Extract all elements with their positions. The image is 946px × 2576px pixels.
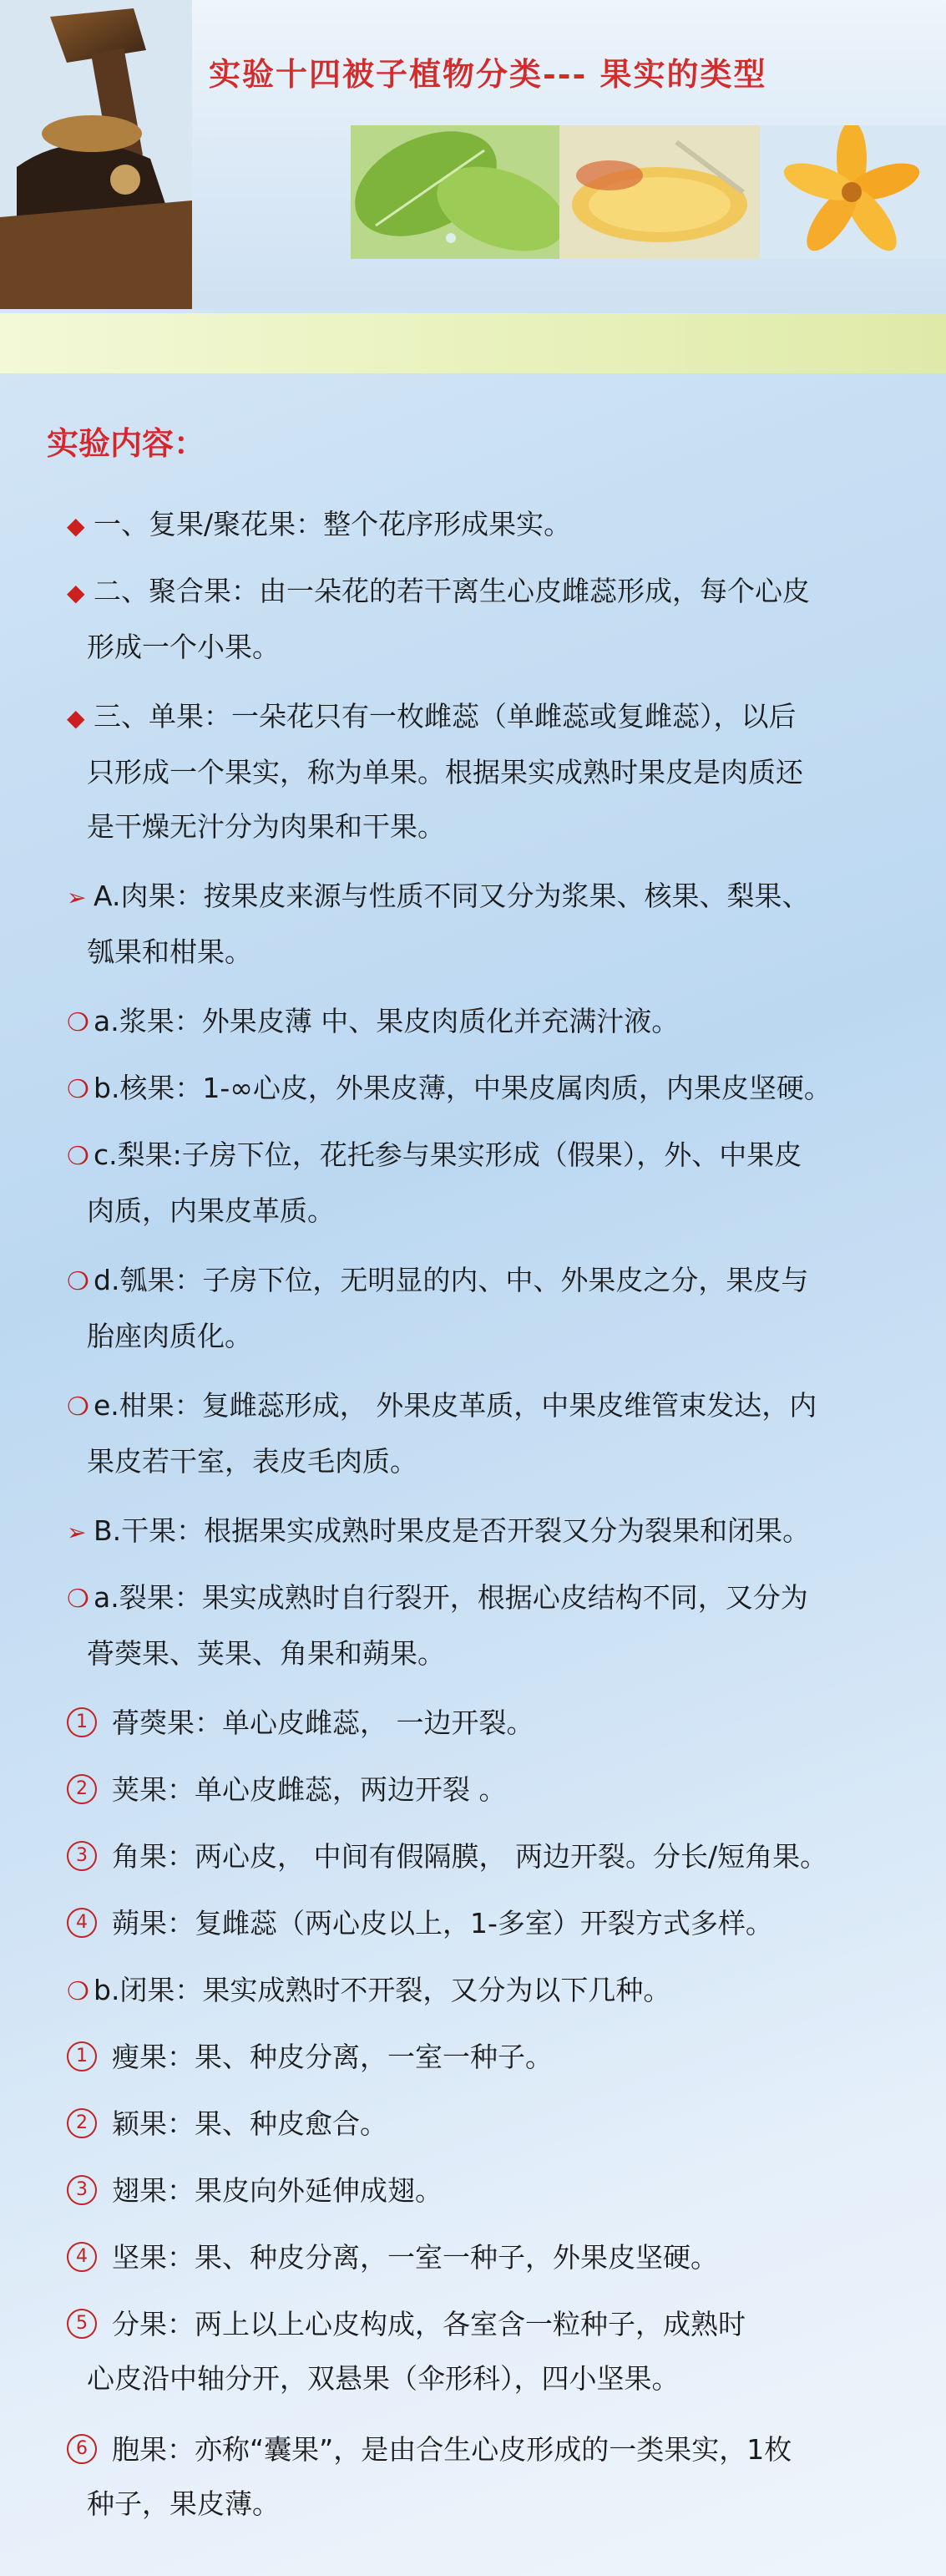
list-item-continued-line — [67, 1434, 817, 1488]
list-item — [67, 869, 809, 979]
list-item-text: 形成一个小果。 — [87, 631, 280, 663]
list-item — [67, 1128, 802, 1238]
circled-number-icon: 4 — [67, 2242, 97, 2272]
list-item — [67, 994, 679, 1050]
list-item — [67, 1061, 832, 1117]
list-item-text: 蓇葖果、荚果、角果和蒴果。 — [87, 1637, 445, 1670]
list-item — [67, 1829, 827, 1884]
list-item-first-line — [67, 2230, 718, 2284]
list-item-first-line — [67, 1128, 802, 1184]
list-item-first-line — [67, 564, 810, 620]
list-item-continued-line — [67, 2477, 792, 2531]
list-item-continued-line — [67, 1184, 802, 1238]
list-item-first-line — [67, 1829, 827, 1884]
circled-number-icon: 2 — [67, 2108, 97, 2138]
list-item-text: 荚果：单心皮雌蕊，两边开裂 。 — [112, 1773, 507, 1806]
list-item-first-line — [67, 2097, 387, 2151]
list-item-text: 三、单果：一朵花只有一枚雌蕊（单雌蕊或复雌蕊），以后 — [94, 700, 797, 733]
petri-dish-image — [559, 125, 760, 259]
list-item-text: e.柑果：复雌蕊形成， 外果皮革质，中果皮维管束发达，内 — [94, 1389, 817, 1422]
circled-number-icon: 4 — [67, 1908, 97, 1938]
list-item-text: 翅果：果皮向外延伸成翅。 — [112, 2174, 443, 2207]
leaf-image — [351, 125, 559, 259]
list-item-text: 二、聚合果：由一朵花的若干离生心皮雌蕊形成，每个心皮 — [94, 575, 810, 607]
list-item — [67, 1696, 534, 1750]
list-item-text: 蒴果：复雌蕊（两心皮以上，1-多室）开裂方式多样。 — [112, 1907, 773, 1940]
list-item — [67, 2297, 746, 2406]
list-item-continued-line — [67, 1309, 808, 1363]
list-item — [67, 1570, 808, 1681]
list-item-text: 分果：两上以上心皮构成，各室含一粒种子，成熟时 — [112, 2308, 746, 2340]
list-item-continued-line — [67, 745, 803, 799]
list-item-first-line — [67, 497, 571, 553]
list-item-first-line — [67, 994, 679, 1050]
list-item-first-line — [67, 689, 803, 745]
microscope-image — [0, 0, 192, 309]
list-item-text: 蓇葖果：单心皮雌蕊， 一边开裂。 — [112, 1706, 534, 1739]
list-item-text: 胞果：亦称“囊果”，是由合生心皮形成的一类果实，1枚 — [112, 2433, 792, 2466]
list-item — [67, 689, 803, 854]
list-item-continued-line — [67, 799, 803, 854]
circled-number-icon: 1 — [67, 1707, 97, 1737]
list-item-first-line — [67, 2422, 792, 2477]
list-item-text: 果皮若干室，表皮毛肉质。 — [87, 1445, 417, 1478]
list-item-text: 瘦果：果、种皮分离，一室一种子。 — [112, 2041, 553, 2073]
list-item-first-line — [67, 869, 809, 925]
list-item — [67, 1378, 817, 1488]
list-item-text: a.裂果：果实成熟时自行裂开，根据心皮结构不同，又分为 — [94, 1581, 808, 1614]
list-item — [67, 1762, 507, 1817]
list-item-text: 坚果：果、种皮分离，一室一种子，外果皮坚硬。 — [112, 2241, 718, 2274]
diamond-bullet-icon: ◆ — [67, 704, 85, 732]
circle-bullet-icon: ❍ — [67, 1392, 89, 1422]
list-item-first-line — [67, 1896, 773, 1950]
list-item-text: d.瓠果：子房下位，无明显的内、中、外果皮之分，果皮与 — [94, 1264, 809, 1296]
list-item — [67, 1896, 773, 1950]
list-item-first-line — [67, 1061, 832, 1117]
arrow-bullet-icon: ➢ — [67, 1519, 87, 1546]
list-item-continued-line — [67, 2351, 746, 2406]
list-item-first-line — [67, 1696, 534, 1750]
list-item-text: 只形成一个果实，称为单果。根据果实成熟时果皮是肉质还 — [87, 756, 803, 789]
list-item-first-line — [67, 1570, 808, 1626]
list-item-text: 一、复果/聚花果：整个花序形成果实。 — [94, 508, 572, 540]
list-item-text: b.闭果：果实成熟时不开裂，又分为以下几种。 — [94, 1974, 671, 2006]
circle-bullet-icon: ❍ — [67, 1142, 89, 1171]
circle-bullet-icon: ❍ — [67, 1585, 89, 1614]
list-item-text: c.梨果:子房下位，花托参与果实形成（假果），外、中果皮 — [94, 1138, 802, 1171]
circle-bullet-icon: ❍ — [67, 1008, 89, 1037]
list-item-text: 角果：两心皮， 中间有假隔膜， 两边开裂。分长/短角果。 — [112, 1840, 828, 1873]
list-item — [67, 2422, 792, 2531]
list-item — [67, 1504, 810, 1559]
list-item-text: 肉质，内果皮革质。 — [87, 1194, 335, 1227]
list-item-text: 心皮沿中轴分开，双悬果（伞形科），四小坚果。 — [87, 2362, 680, 2395]
list-item-continued-line — [67, 620, 810, 674]
list-item — [67, 1963, 670, 2019]
list-item-first-line — [67, 1504, 810, 1559]
list-item-continued-line — [67, 925, 809, 979]
circled-number-icon: 6 — [67, 2434, 97, 2464]
list-item-continued-line — [67, 1626, 808, 1681]
list-item-text: 种子，果皮薄。 — [87, 2487, 280, 2520]
diamond-bullet-icon: ◆ — [67, 512, 85, 540]
circled-number-icon: 1 — [67, 2041, 97, 2071]
circle-bullet-icon: ❍ — [67, 1075, 89, 1104]
list-item-text: 胎座肉质化。 — [87, 1320, 252, 1352]
header-banner — [0, 0, 946, 309]
circled-number-icon: 3 — [67, 2175, 97, 2205]
list-item-text: 颖果：果、种皮愈合。 — [112, 2107, 387, 2140]
arrow-bullet-icon: ➢ — [67, 884, 87, 911]
list-item-text: A.肉果：按果皮来源与性质不同又分为浆果、核果、梨果、 — [94, 880, 810, 912]
list-item — [67, 2030, 553, 2084]
diamond-bullet-icon: ◆ — [67, 579, 85, 606]
circle-bullet-icon: ❍ — [67, 1977, 89, 2006]
list-item-text: b.核果：1-∞心皮，外果皮薄，中果皮属肉质，内果皮坚硬。 — [94, 1072, 832, 1104]
list-item — [67, 564, 810, 674]
circled-number-icon: 5 — [67, 2309, 97, 2339]
list-item-text: 是干燥无汁分为肉果和干果。 — [87, 810, 445, 843]
header-accent-strip — [0, 313, 946, 373]
list-item — [67, 2097, 387, 2151]
list-item-first-line — [67, 2297, 746, 2351]
page-title: 实验十四被子植物分类--- 果实的类型 — [209, 55, 767, 93]
circled-number-icon: 3 — [67, 1841, 97, 1871]
list-item-text: a.浆果：外果皮薄 中、果皮肉质化并充满汁液。 — [94, 1005, 680, 1037]
list-item-first-line — [67, 1378, 817, 1434]
list-item — [67, 1253, 808, 1363]
list-item — [67, 2230, 718, 2284]
circled-number-icon: 2 — [67, 1774, 97, 1804]
section-heading: 实验内容： — [47, 425, 206, 462]
circle-bullet-icon: ❍ — [67, 1267, 89, 1296]
list-item-text: 瓠果和柑果。 — [87, 936, 252, 968]
list-item — [67, 497, 571, 553]
list-item-first-line — [67, 1253, 808, 1309]
list-item-first-line — [67, 2030, 553, 2084]
list-item-first-line — [67, 1762, 507, 1817]
lily-flower-image — [760, 125, 946, 259]
list-item-first-line — [67, 2163, 443, 2218]
list-item-text: B.干果：根据果实成熟时果皮是否开裂又分为裂果和闭果。 — [94, 1514, 811, 1547]
list-item-first-line — [67, 1963, 670, 2019]
list-item — [67, 2163, 443, 2218]
